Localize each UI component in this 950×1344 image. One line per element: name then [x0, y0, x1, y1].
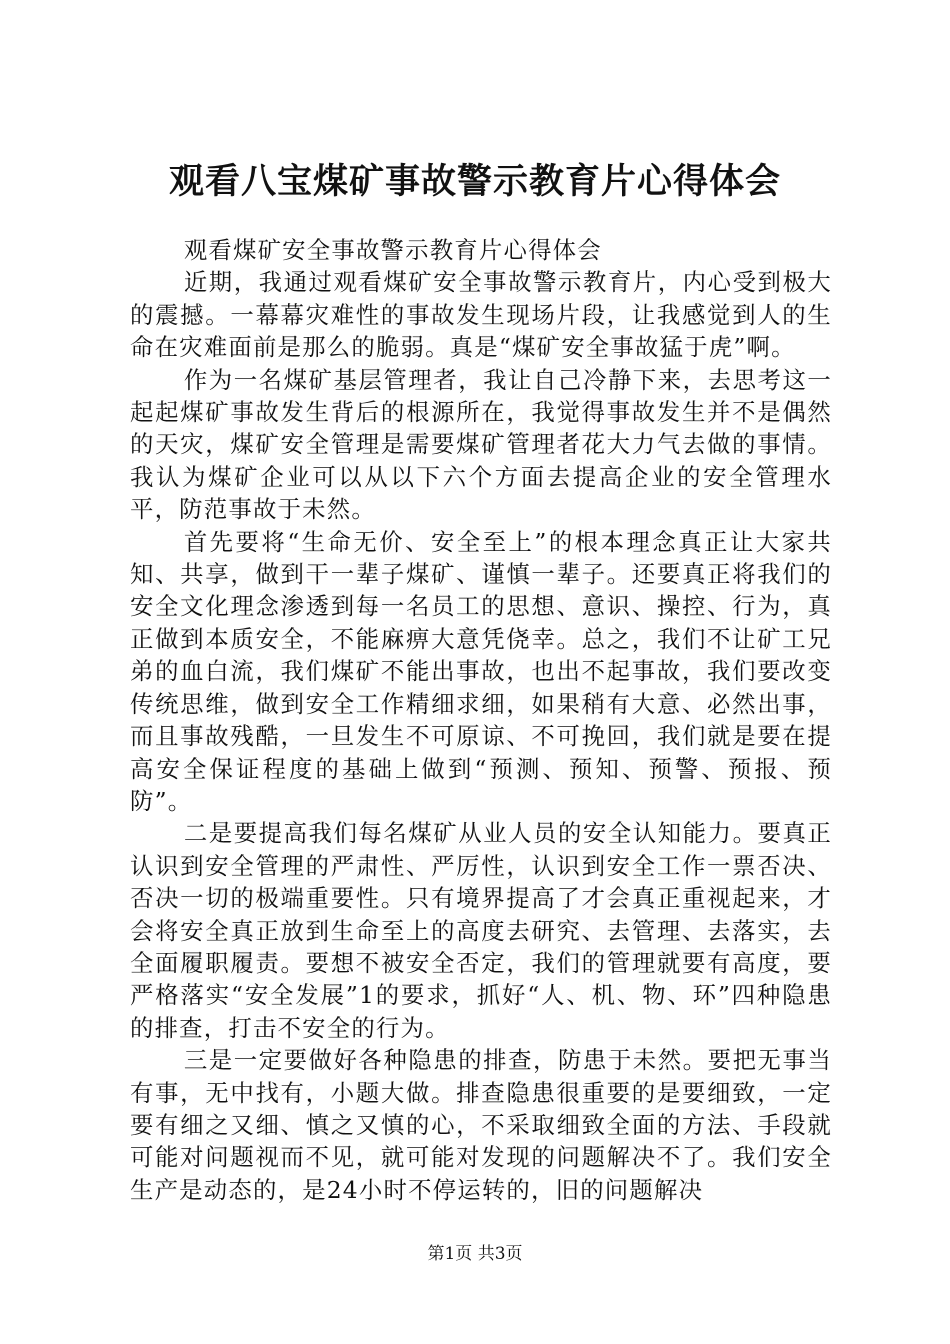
paragraph-4: 二是要提高我们每名煤矿从业人员的安全认知能力。要真正认识到安全管理的严肃性、严厉性，认识到安全工作一票否决、否决一切的极端重要性。只有境界提高了才会真正重视起来，才会将安全真正放到生命至上的高度去研究、去管理、去落实，去全面履职履责。要想不被安全否定，我们的管理就要有高度，要严格落实“安全发展”1的要求，抓好“人、机、物、环”四种隐患的排查，打击不安全的行为。 [130, 819, 832, 1042]
document-body [130, 234, 832, 1206]
page-number: 第1页 共3页 [427, 1244, 523, 1264]
paragraph-5: 三是一定要做好各种隐患的排查，防患于未然。要把无事当有事，无中找有，小题大做。排查隐患很重要的是要细致，一定要有细之又细、慎之又慎的心，不采取细致全面的方法、手段就可能对问题视而不见，就可能对发现的问题解决不了。我们安全生产是动态的，是24小时不停运转的，旧的问题解决 [130, 1046, 832, 1204]
document-title: 观看八宝煤矿事故警示教育片心得体会 [168, 161, 781, 202]
paragraph-2: 作为一名煤矿基层管理者，我让自己冷静下来，去思考这一起起煤矿事故发生背后的根源所在，我觉得事故发生并不是偶然的天灾，煤矿安全管理是需要煤矿管理者花大力气去做的事情。我认为煤矿企业可以从以下六个方面去提高企业的安全管理水平，防范事故于未然。 [130, 365, 832, 524]
paragraph-3: 首先要将“生命无价、安全至上”的根本理念真正让大家共知、共享，做到干一辈子煤矿、谨慎一辈子。还要真正将我们的安全文化理念渗透到每一名员工的思想、意识、操控、行为，真正做到本质安全，不能麻痹大意凭侥幸。总之，我们不让矿工兄弟的血白流，我们煤矿不能出事故，也出不起事故，我们要改变传统思维，做到安全工作精细求细，如果稍有大意、必然出事，而且事故残酷，一旦发生不可原谅、不可挽回，我们就是要在提高安全保证程度的基础上做到“预测、预知、预警、预报、预防”。 [130, 527, 832, 815]
document-subtitle: 观看煤矿安全事故警示教育片心得体会 [183, 236, 602, 264]
paragraph-1: 近期，我通过观看煤矿安全事故警示教育片，内心受到极大的震撼。一幕幕灾难性的事故发生现场片段，让我感觉到人的生命在灾难面前是那么的脆弱。真是“煤矿安全事故猛于虎”啊。 [130, 268, 832, 362]
